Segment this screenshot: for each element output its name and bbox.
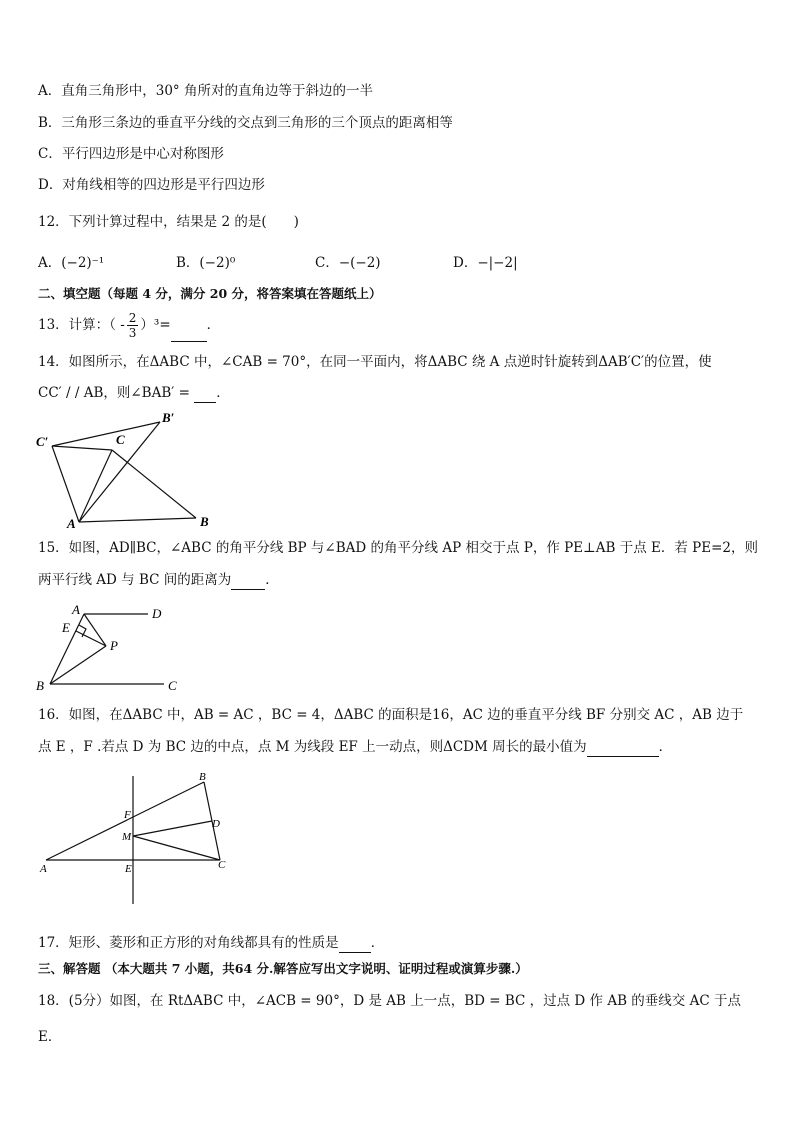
q16-line2-text: 点 E ，F .若点 D 为 BC 边的中点，点 M 为线段 EF 上一动点，则ΔCDM 周长的最小值为: [38, 739, 587, 755]
q15-answer-blank[interactable]: [231, 575, 265, 590]
q11-option-d: D．对角线相等的四边形是平行四边形: [38, 177, 265, 193]
label-c: C: [168, 678, 177, 693]
q11-option-b: B．三角形三条边的垂直平分线的交点到三角形的三个顶点的距离相等: [38, 115, 453, 131]
seg-bp: [50, 646, 106, 684]
seg-md: [133, 821, 212, 836]
label-b: B: [199, 771, 206, 783]
q18-line2: E．: [38, 1029, 62, 1045]
seg-ab: [46, 782, 204, 860]
q11-option-c: C．平行四边形是中心对称图形: [38, 146, 224, 162]
label-c: C: [116, 432, 125, 447]
q15-figure: [34, 598, 194, 696]
q12-option-c: C．−(−2): [315, 255, 381, 271]
seg-mc: [133, 836, 220, 860]
q18-line1: 18．(5分）如图，在 RtΔABC 中，∠ACB = 90°，D 是 AB 上一点，BD = BC ，过点 D 作 AB 的垂线交 AC 于点: [38, 993, 741, 1009]
q17-answer-blank[interactable]: [339, 938, 371, 953]
seg-c-prime-c: [52, 446, 112, 450]
label-b-prime: B′: [162, 410, 175, 425]
q14-end: ．: [216, 385, 230, 401]
q12-option-a: A．(−2)⁻¹: [38, 255, 105, 271]
q14-line2: [38, 383, 230, 403]
q13-suffix: ）³=: [140, 317, 171, 333]
q15-line2: [38, 570, 279, 590]
label-b: B: [36, 678, 44, 693]
q13-fraction: [127, 311, 139, 340]
q15-end: ．: [265, 572, 279, 588]
q17-end: ．: [370, 935, 385, 951]
q14-answer-blank[interactable]: [194, 388, 216, 403]
label-c: C: [218, 859, 226, 871]
q13-end: ．: [206, 317, 221, 333]
q13-answer-blank[interactable]: [171, 327, 207, 342]
q14-line1: 14．如图所示，在ΔABC 中，∠CAB = 70°，在同一平面内，将ΔABC 绕 A 点逆时针旋转到ΔAB′C′的位置，使: [38, 354, 712, 370]
q13-denominator: 3: [128, 326, 137, 340]
q12-stem: 12．下列计算过程中，结果是 2 的是( ): [38, 214, 299, 230]
label-a: A: [40, 863, 47, 875]
label-b: B: [200, 514, 209, 529]
q16-end: ．: [658, 739, 673, 755]
q15-line1: 15．如图，AD∥BC，∠ABC 的角平分线 BP 与∠BAD 的角平分线 AP 相交于点 P，作 PE⊥AB 于点 E．若 PE=2，则: [38, 540, 758, 556]
q16-answer-blank[interactable]: [587, 742, 659, 757]
q16-figure: [36, 766, 236, 912]
q14-figure: [34, 410, 224, 532]
label-e: E: [62, 620, 70, 635]
q13-numerator: 2: [128, 311, 137, 325]
q15-line2-text: 两平行线 AD 与 BC 间的距离为: [38, 572, 232, 588]
q14-line2-text: CC′ / / AB，则∠BAB′ =: [38, 385, 195, 401]
q17-text: 17．矩形、菱形和正方形的对角线都具有的性质是: [38, 935, 339, 951]
section-2-title: 二、填空题（每题 4 分，满分 20 分，将答案填在答题纸上）: [38, 286, 382, 301]
label-d: D: [212, 818, 220, 830]
label-a: A: [67, 516, 76, 531]
q16-line2: [38, 737, 672, 757]
label-c-prime: C′: [36, 434, 49, 449]
label-a: A: [72, 602, 80, 617]
section-3-title: 三、解答题 （本大题共 7 小题，共64 分.解答应写出文字说明、证明过程或演算步骤.）: [38, 961, 528, 976]
q13: [38, 308, 220, 342]
q11-option-a: A．直角三角形中，30° 角所对的直角边等于斜边的一半: [38, 83, 373, 99]
q12-option-d: D．−|−2|: [453, 255, 518, 271]
seg-ap: [84, 614, 106, 646]
seg-cb: [112, 450, 196, 518]
seg-ac: [79, 450, 112, 522]
label-d: D: [152, 606, 162, 621]
q16-line1: 16．如图，在ΔABC 中，AB = AC ，BC = 4，ΔABC 的面积是16，AC 边的垂直平分线 BF 分别交 AC ，AB 边于: [38, 707, 744, 723]
seg-ac-prime: [52, 446, 79, 522]
label-p: P: [110, 638, 118, 653]
label-e: E: [125, 863, 132, 875]
seg-ab: [79, 518, 196, 522]
q13-prefix: 13．计算：（ -: [38, 317, 125, 333]
q12-option-b: B．(−2)⁰: [176, 255, 236, 271]
label-f: F: [124, 809, 131, 821]
q17: [38, 933, 384, 953]
label-m: M: [122, 831, 132, 843]
